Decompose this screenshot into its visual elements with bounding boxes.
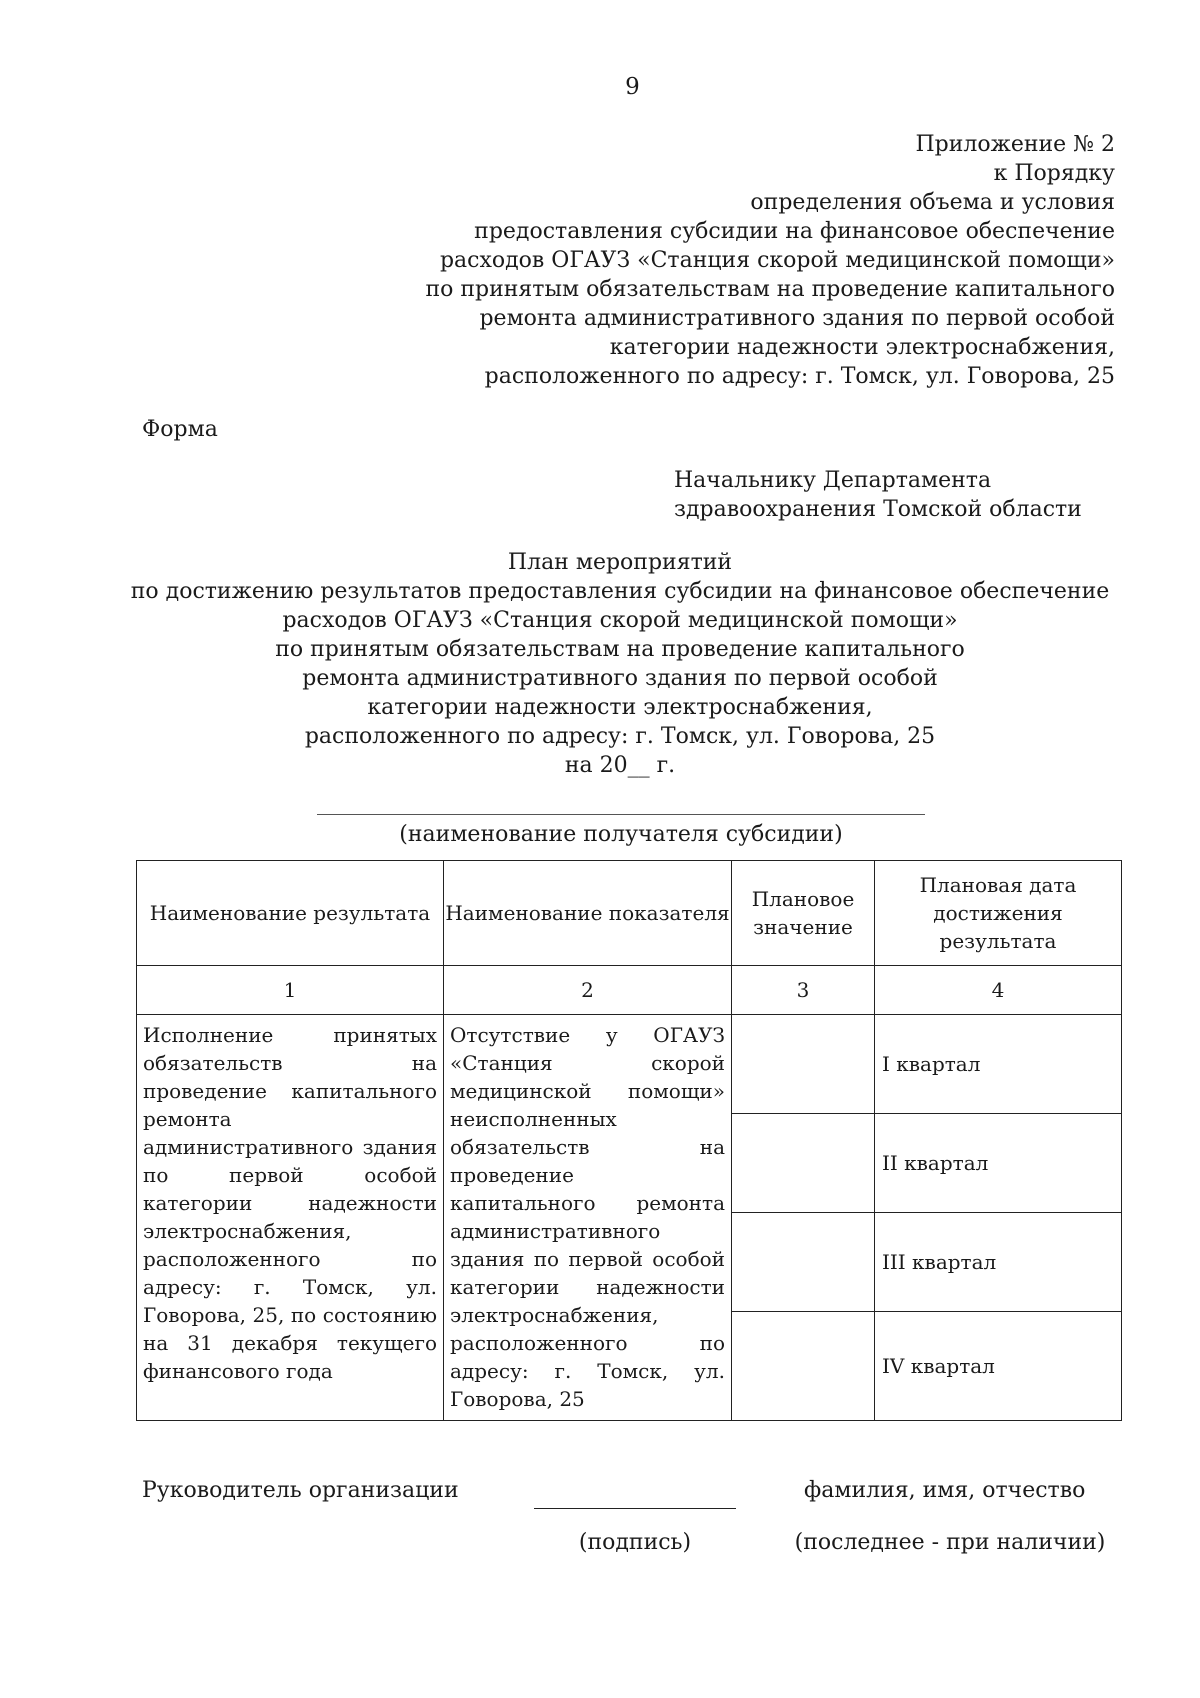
appendix-line: ремонта административного здания по первой особой [479, 306, 1115, 331]
signature-caption: (подпись) [578, 1530, 692, 1555]
plan-table [136, 860, 1122, 1421]
appendix-line: категории надежности электроснабжения, [609, 335, 1115, 360]
recipient-name-line [317, 814, 925, 815]
result-name-cell: Исполнение принятых обязательств на проведение капитального ремонта административного здания по первой особой категории надежности электроснабжения, расположенного по адресу: г. Томск, ул. Говорова, 25, по состоянию на 31 декабря текущего финансового года [137, 1015, 444, 1421]
addressee-line: Начальнику Департамента [674, 468, 992, 493]
header-planned-date: Плановая дата достижения результата [875, 861, 1122, 966]
appendix-header [425, 130, 1115, 391]
table-row [137, 1015, 1122, 1114]
full-name-label: фамилия, имя, отчество [804, 1478, 1086, 1503]
planned-value-cell[interactable] [732, 1015, 875, 1114]
full-name-caption: (последнее - при наличии) [794, 1530, 1106, 1555]
table-header-row [137, 861, 1122, 966]
indicator-name-cell: Отсутствие у ОГАУЗ «Станция скорой медицинской помощи» неисполненных обязательств на проведение капитального ремонта административного здания по первой особой категории надежности электроснабжения, расположенного по адресу: г. Томск, ул. Говорова, 25 [444, 1015, 732, 1421]
quarter-cell: IV квартал [875, 1312, 1122, 1421]
column-number: 2 [444, 966, 732, 1015]
plan-title [120, 548, 1120, 780]
plan-title-line: План мероприятий [507, 550, 733, 575]
column-number-row [137, 966, 1122, 1015]
form-label: Форма [142, 417, 218, 442]
planned-value-cell[interactable] [732, 1312, 875, 1421]
planned-value-cell[interactable] [732, 1213, 875, 1312]
header-indicator-name: Наименование показателя [444, 861, 732, 966]
appendix-line: расходов ОГАУЗ «Станция скорой медицинской помощи» [439, 248, 1115, 273]
header-planned-value: Плановое значение [732, 861, 875, 966]
plan-title-line: расходов ОГАУЗ «Станция скорой медицинской помощи» [282, 608, 958, 633]
quarter-cell: III квартал [875, 1213, 1122, 1312]
signature-line [534, 1508, 736, 1509]
appendix-line: к Порядку [993, 161, 1115, 186]
plan-title-line: по принятым обязательствам на проведение капитального [275, 637, 965, 662]
plan-title-line: расположенного по адресу: г. Томск, ул. Говорова, 25 [304, 724, 936, 749]
head-of-organization-label: Руководитель организации [142, 1478, 459, 1503]
planned-value-cell[interactable] [732, 1114, 875, 1213]
plan-title-line: по достижению результатов предоставления субсидии на финансовое обеспечение [130, 579, 1110, 604]
quarter-cell: II квартал [875, 1114, 1122, 1213]
appendix-line: расположенного по адресу: г. Томск, ул. Говорова, 25 [484, 364, 1115, 389]
appendix-line: по принятым обязательствам на проведение капитального [425, 277, 1115, 302]
header-result-name: Наименование результата [137, 861, 444, 966]
column-number: 4 [875, 966, 1122, 1015]
appendix-line: определения объема и условия [750, 190, 1115, 215]
plan-title-line: категории надежности электроснабжения, [367, 695, 873, 720]
appendix-line: предоставления субсидии на финансовое обеспечение [474, 219, 1115, 244]
page-number: 9 [625, 74, 640, 100]
plan-title-line: ремонта административного здания по первой особой [302, 666, 938, 691]
addressee-line: здравоохранения Томской области [674, 497, 1082, 522]
plan-title-line: на 20__ г. [564, 753, 676, 778]
column-number: 1 [137, 966, 444, 1015]
column-number: 3 [732, 966, 875, 1015]
quarter-cell: I квартал [875, 1015, 1122, 1114]
addressee [674, 466, 1082, 524]
appendix-line: Приложение № 2 [915, 132, 1115, 157]
recipient-caption: (наименование получателя субсидии) [399, 822, 843, 847]
